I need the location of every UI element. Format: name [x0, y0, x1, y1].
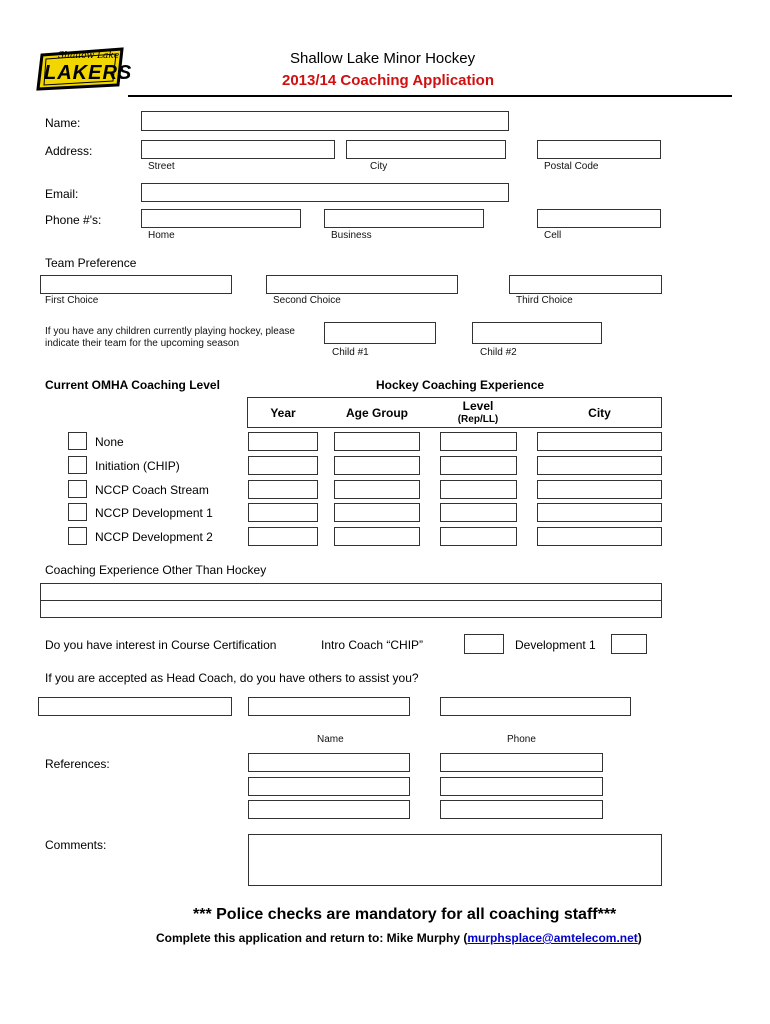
child-2-team-field[interactable] [472, 322, 602, 344]
experience-level-field[interactable] [440, 503, 517, 522]
children-instructions-2: indicate their team for the upcoming season [45, 338, 239, 349]
other-experience-line-1[interactable] [40, 583, 662, 601]
comments-label: Comments: [45, 838, 107, 852]
children-instructions-1: If you have any children currently playing hockey, please [45, 326, 295, 337]
development-1-label: Development 1 [515, 638, 596, 652]
org-name: Shallow Lake Minor Hockey [290, 50, 476, 67]
child-1-caption: Child #1 [332, 347, 369, 358]
business-caption: Business [331, 230, 372, 241]
references-label: References: [45, 757, 110, 771]
child-1-team-field[interactable] [324, 322, 436, 344]
col-level: Level [462, 399, 494, 413]
intro-coach-label: Intro Coach “CHIP” [321, 638, 424, 652]
second-choice-caption: Second Choice [273, 295, 341, 306]
experience-age-group-field[interactable] [334, 480, 420, 499]
name-column-caption: Name [317, 734, 344, 745]
col-year: Year [270, 406, 296, 420]
omha-level-checkbox[interactable] [68, 432, 87, 450]
third-choice-caption: Third Choice [516, 295, 573, 306]
development-1-box[interactable] [611, 634, 647, 654]
name-field[interactable] [141, 111, 509, 131]
logo-wordmark: LAKERS [44, 62, 133, 84]
omha-level-checkbox[interactable] [68, 503, 87, 521]
experience-year-field[interactable] [248, 456, 318, 475]
certification-question: Do you have interest in Course Certification [45, 638, 277, 652]
col-city: City [588, 406, 611, 420]
city-caption: City [370, 161, 388, 172]
omha-level-label: NCCP Development 1 [95, 506, 213, 520]
cell-caption: Cell [544, 230, 562, 241]
omha-level-heading: Current OMHA Coaching Level [45, 378, 220, 392]
postal-caption: Postal Code [544, 161, 599, 172]
experience-age-group-field[interactable] [334, 527, 420, 546]
child-2-caption: Child #2 [480, 347, 517, 358]
postal-code-field[interactable] [537, 140, 661, 159]
return-close: ) [637, 931, 642, 945]
first-choice-caption: First Choice [45, 295, 99, 306]
street-field[interactable] [141, 140, 335, 159]
col-level-sub: (Rep/LL) [457, 414, 499, 425]
experience-age-group-field[interactable] [334, 503, 420, 522]
comments-field[interactable] [248, 834, 662, 886]
reference-name-field[interactable] [248, 777, 410, 796]
home-caption: Home [148, 230, 175, 241]
assistant-field-2[interactable] [248, 697, 410, 716]
phone-column-caption: Phone [507, 734, 536, 745]
city-field[interactable] [346, 140, 506, 159]
third-choice-field[interactable] [509, 275, 662, 294]
experience-level-field[interactable] [440, 480, 517, 499]
name-label: Name: [45, 116, 81, 130]
first-choice-field[interactable] [40, 275, 232, 294]
phone-label: Phone #'s: [45, 213, 102, 227]
omha-level-label: None [95, 435, 124, 449]
second-choice-field[interactable] [266, 275, 458, 294]
header-rule [128, 95, 732, 97]
experience-year-field[interactable] [248, 503, 318, 522]
assistant-field-3[interactable] [440, 697, 631, 716]
email-field[interactable] [141, 183, 509, 202]
experience-city-field[interactable] [537, 456, 662, 475]
police-check-notice: *** Police checks are mandatory for all coaching staff*** [193, 906, 617, 923]
experience-level-field[interactable] [440, 527, 517, 546]
reference-phone-field[interactable] [440, 753, 603, 772]
experience-city-field[interactable] [537, 480, 662, 499]
experience-age-group-field[interactable] [334, 456, 420, 475]
business-phone-field[interactable] [324, 209, 484, 228]
assist-question: If you are accepted as Head Coach, do you have others to assist you? [45, 671, 419, 685]
email-label: Email: [45, 187, 79, 201]
experience-age-group-field[interactable] [334, 432, 420, 451]
logo-script: Shallow Lake [58, 51, 120, 61]
experience-city-field[interactable] [537, 503, 662, 522]
col-age-group: Age Group [346, 406, 408, 420]
reference-name-field[interactable] [248, 753, 410, 772]
contact-email-link[interactable]: murphsplace@amtelecom.net [467, 931, 638, 945]
other-experience-line-2[interactable] [40, 600, 662, 618]
experience-year-field[interactable] [248, 527, 318, 546]
experience-year-field[interactable] [248, 432, 318, 451]
lakers-logo [36, 45, 133, 93]
home-phone-field[interactable] [141, 209, 301, 228]
cell-phone-field[interactable] [537, 209, 661, 228]
other-experience-heading: Coaching Experience Other Than Hockey [45, 563, 267, 577]
experience-level-field[interactable] [440, 432, 517, 451]
omha-level-label: NCCP Development 2 [95, 530, 213, 544]
address-label: Address: [45, 144, 93, 158]
omha-level-checkbox[interactable] [68, 527, 87, 545]
return-text: Complete this application and return to: Mike Murphy ( [156, 931, 468, 945]
return-instructions [156, 931, 642, 945]
omha-level-label: NCCP Coach Stream [95, 483, 209, 497]
intro-coach-box[interactable] [464, 634, 504, 654]
omha-level-checkbox[interactable] [68, 456, 87, 474]
team-preference-heading: Team Preference [45, 256, 137, 270]
street-caption: Street [148, 161, 175, 172]
form-title: 2013/14 Coaching Application [282, 72, 494, 89]
omha-level-label: Initiation (CHIP) [95, 459, 180, 473]
experience-city-field[interactable] [537, 527, 662, 546]
assistant-field-1[interactable] [38, 697, 232, 716]
reference-phone-field[interactable] [440, 777, 603, 796]
experience-city-field[interactable] [537, 432, 662, 451]
reference-phone-field[interactable] [440, 800, 603, 819]
experience-heading: Hockey Coaching Experience [376, 378, 545, 392]
experience-year-field[interactable] [248, 480, 318, 499]
omha-level-checkbox[interactable] [68, 480, 87, 498]
reference-name-field[interactable] [248, 800, 410, 819]
experience-level-field[interactable] [440, 456, 517, 475]
